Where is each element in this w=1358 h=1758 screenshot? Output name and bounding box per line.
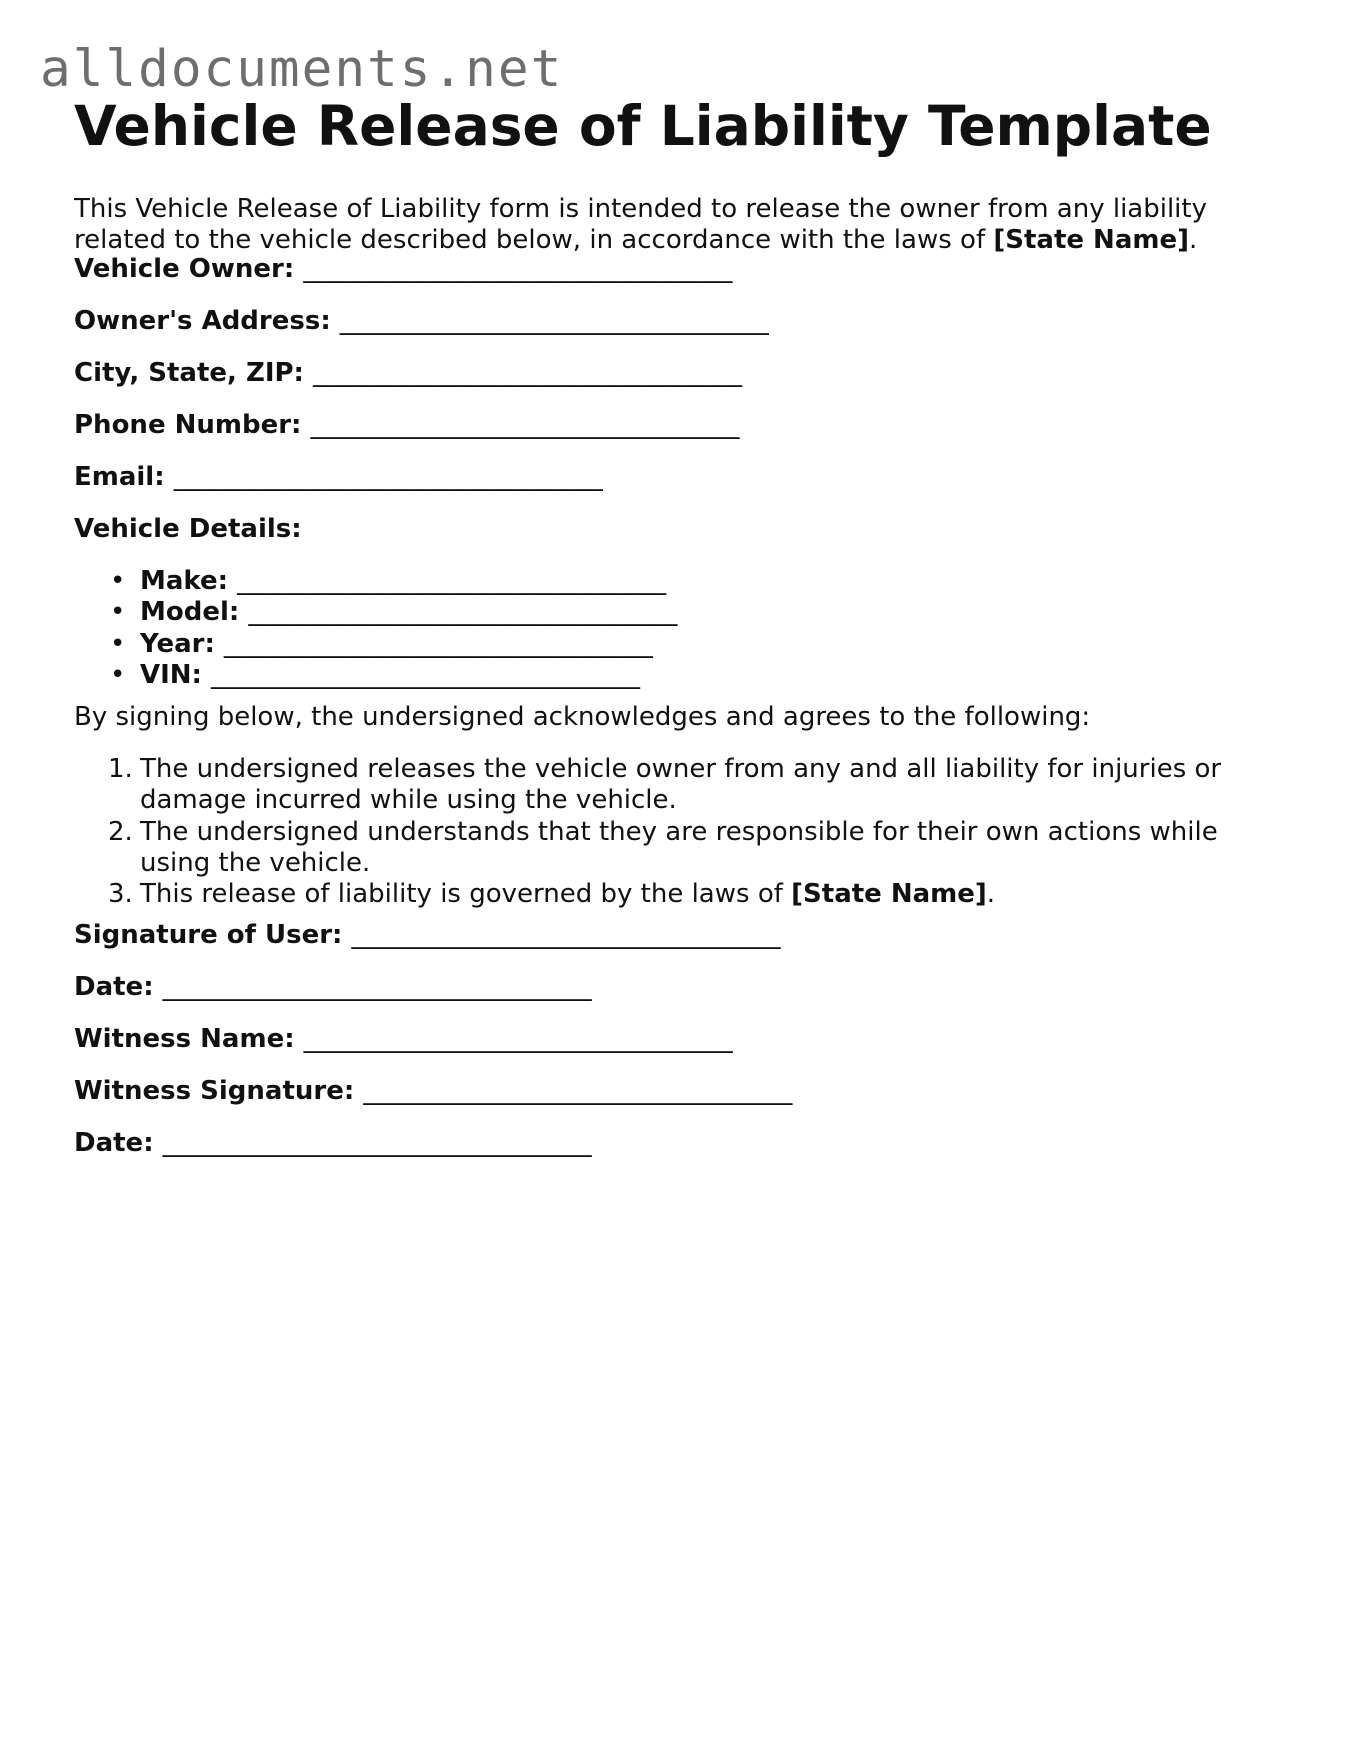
term-3-text: This release of liability is governed by the laws of [140,879,783,910]
term-item-2 [74,817,1274,880]
term-2-line-1: The undersigned understands that they are responsible for their own actions while [140,816,1218,847]
page-title: Vehicle Release of Liability Template [74,94,1212,158]
owner-address-field[interactable] [74,306,769,337]
vehicle-details-list [74,566,677,691]
vehicle-owner-label: Vehicle Owner: [74,254,295,284]
bullet-icon: • [110,659,126,690]
witness-name-field[interactable] [74,1024,733,1055]
vehicle-model-blank[interactable]: _________________________________ [248,597,678,628]
phone-number-blank[interactable]: _________________________________ [310,410,740,440]
vehicle-year-blank[interactable]: _________________________________ [223,628,653,659]
term-item-1 [74,754,1274,817]
acknowledgement-text: By signing below, the undersigned acknowledges and agrees to the following: [74,702,1091,732]
term-number: 1. [108,754,133,784]
watermark: alldocuments.net [40,40,564,99]
email-label: Email: [74,462,165,492]
witness-name-blank[interactable]: _________________________________ [303,1024,733,1054]
vehicle-year-label: Year: [140,628,215,659]
date-field-2[interactable] [74,1128,592,1159]
intro-text: This Vehicle Release of Liability form is intended to release the owner from any liability related to the vehicle described below, in accordance with the laws of [74,194,1207,255]
intro-paragraph [74,194,1274,256]
intro-end: . [1188,225,1198,255]
term-1-line-1: The undersigned releases the vehicle owner from any and all liability for injuries or [140,754,1222,784]
vehicle-model-field[interactable] [74,597,677,628]
owner-address-blank[interactable]: _________________________________ [339,306,769,336]
terms-list [74,754,1274,910]
term-3-state-name: [State Name] [791,879,987,910]
document-page [74,92,1294,1158]
date-field-1[interactable] [74,972,592,1003]
term-3-end: . [986,879,996,910]
vehicle-make-field[interactable] [74,566,677,597]
city-state-zip-field[interactable] [74,358,742,389]
date-blank-1[interactable]: _________________________________ [162,972,592,1002]
witness-signature-label: Witness Signature: [74,1076,355,1106]
bullet-icon: • [110,566,126,596]
term-2-line-2: using the vehicle. [140,847,371,878]
signature-of-user-label: Signature of User: [74,920,343,950]
vehicle-details-heading: Vehicle Details: [74,514,302,544]
date-blank-2[interactable]: _________________________________ [162,1128,592,1158]
city-state-zip-blank[interactable]: _________________________________ [313,358,743,388]
email-field[interactable] [74,462,603,493]
vehicle-year-field[interactable] [74,629,677,660]
vehicle-make-blank[interactable]: _________________________________ [237,566,667,596]
signature-of-user-blank[interactable]: _________________________________ [351,920,781,950]
date-label-2: Date: [74,1128,154,1158]
term-number: 2. [108,816,133,847]
vehicle-owner-field[interactable] [74,254,732,285]
term-number: 3. [108,879,133,910]
bullet-icon: • [110,628,126,659]
date-label-1: Date: [74,972,154,1002]
witness-signature-blank[interactable]: _________________________________ [363,1076,793,1106]
phone-number-label: Phone Number: [74,410,302,440]
witness-name-label: Witness Name: [74,1024,295,1054]
vehicle-owner-blank[interactable]: _________________________________ [303,254,733,284]
witness-signature-field[interactable] [74,1076,792,1107]
signature-of-user-field[interactable] [74,920,780,951]
vehicle-vin-label: VIN: [140,659,202,690]
city-state-zip-label: City, State, ZIP: [74,358,304,388]
phone-number-field[interactable] [74,410,740,441]
vehicle-vin-field[interactable] [74,660,677,691]
term-1-line-2: damage incurred while using the vehicle. [140,785,677,816]
owner-address-label: Owner's Address: [74,306,331,336]
vehicle-make-label: Make: [140,566,229,596]
intro-state-name: [State Name] [993,225,1189,255]
term-item-3 [74,879,1274,910]
bullet-icon: • [110,597,126,628]
vehicle-model-label: Model: [140,597,240,628]
vehicle-vin-blank[interactable]: _________________________________ [211,659,641,690]
email-blank[interactable]: _________________________________ [173,462,603,492]
